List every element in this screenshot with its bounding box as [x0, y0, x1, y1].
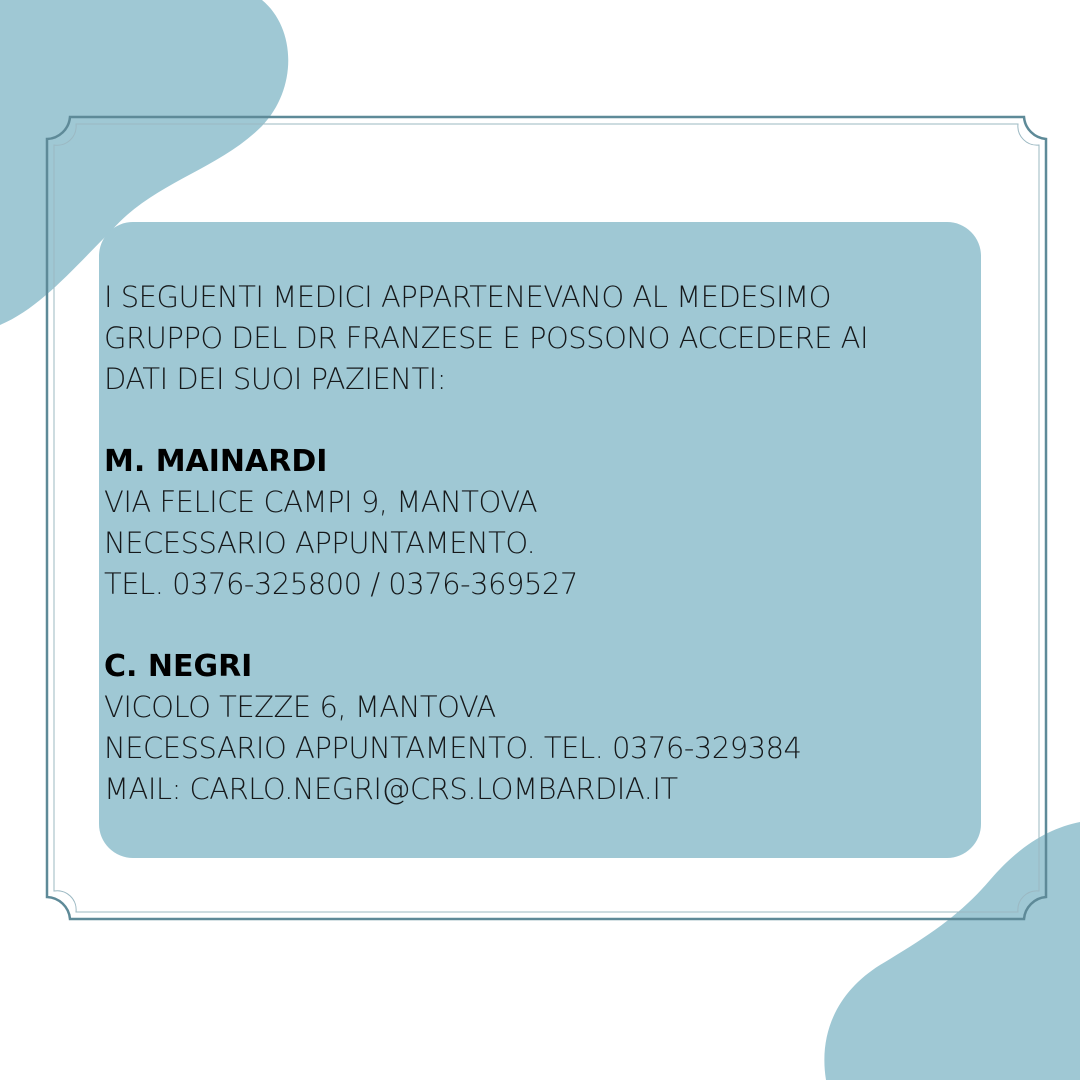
doctor-entry-negri: [104, 646, 961, 810]
doctor-address: VIA FELICE CAMPI 9, MANTOVA: [104, 485, 538, 519]
doctor-address: VICOLO TEZZE 6, MANTOVA: [104, 690, 496, 724]
intro-text: [104, 277, 961, 400]
doctor-entry-mainardi: [104, 441, 961, 605]
bottom-right-blob: [824, 822, 1080, 1080]
doctor-appointment-note: NECESSARIO APPUNTAMENTO. TEL. 0376-329384: [104, 731, 802, 765]
doctor-appointment-note: NECESSARIO APPUNTAMENTO.: [104, 526, 536, 560]
intro-line: I SEGUENTI MEDICI APPARTENEVANO AL MEDESIMO: [104, 280, 831, 314]
intro-line: GRUPPO DEL DR FRANZESE E POSSONO ACCEDERE AI: [104, 321, 869, 355]
doctor-phone: TEL. 0376-325800 / 0376-369527: [104, 567, 578, 601]
doctor-name: C. NEGRI: [104, 649, 253, 684]
doctor-email: MAIL: CARLO.NEGRI@CRS.LOMBARDIA.IT: [104, 772, 678, 806]
doctor-name: M. MAINARDI: [104, 444, 328, 479]
intro-line: DATI DEI SUOI PAZIENTI:: [104, 362, 446, 396]
info-card: [99, 222, 981, 858]
